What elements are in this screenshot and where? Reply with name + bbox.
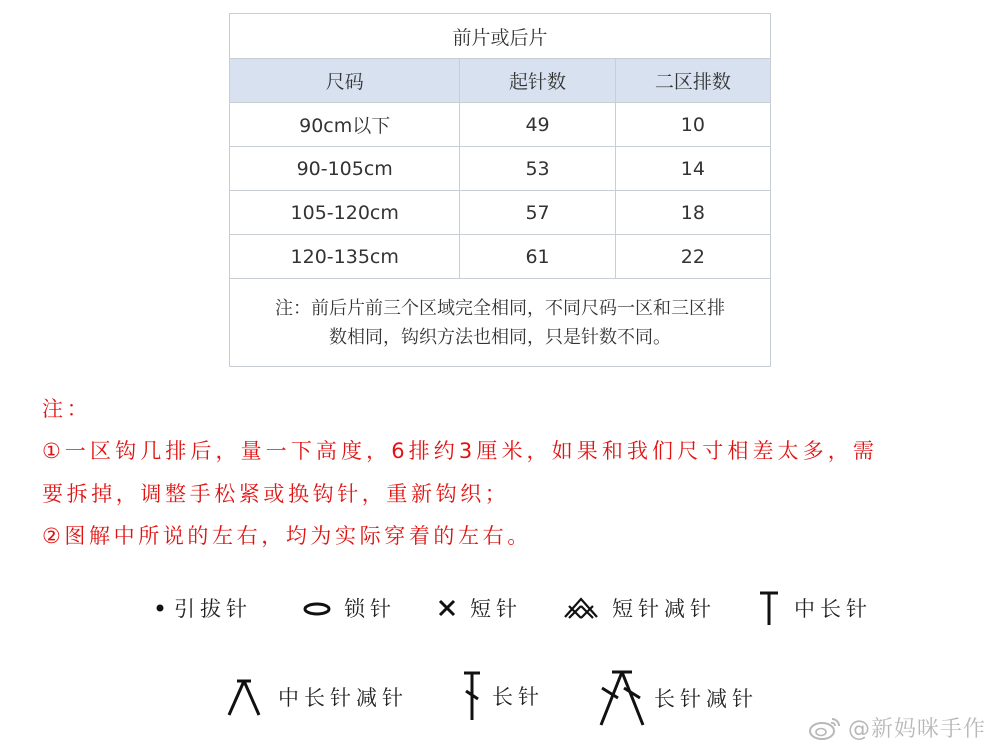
legend-label: 长针 xyxy=(492,685,544,709)
slip-stitch-icon xyxy=(150,594,174,622)
note-item1-line1: ①一区钩几排后，量一下高度，6排约3厘米，如果和我们尺寸相差太多，需 xyxy=(42,439,878,463)
weibo-icon xyxy=(808,715,842,741)
legend-slip-stitch xyxy=(150,593,252,623)
size-table xyxy=(229,13,771,367)
legend-sc-decrease xyxy=(562,593,716,623)
legend-dc-decrease xyxy=(596,668,758,728)
table-row xyxy=(230,235,771,279)
table-header-row xyxy=(230,59,771,103)
cell-zone2-rows: 22 xyxy=(615,235,770,279)
single-crochet-icon xyxy=(436,594,470,622)
legend-label: 中长针减针 xyxy=(278,686,408,710)
table-note-line1: 注：前后片前三个区域完全相同，不同尺码一区和三区排 xyxy=(275,297,725,319)
legend-label: 锁针 xyxy=(344,597,396,621)
legend-label: 短针 xyxy=(470,597,522,621)
legend-label: 引拔针 xyxy=(174,597,252,621)
chain-icon xyxy=(300,594,344,622)
half-double-icon xyxy=(756,589,794,627)
legend-label: 长针减针 xyxy=(654,687,758,711)
legend-double-crochet xyxy=(458,668,544,724)
legend-single-crochet xyxy=(436,593,522,623)
legend-chain xyxy=(300,593,396,623)
header-zone2-rows: 二区排数 xyxy=(615,59,770,103)
cell-zone2-rows: 18 xyxy=(615,191,770,235)
legend-hdc-decrease xyxy=(226,676,408,718)
dc-decrease-icon xyxy=(596,668,654,728)
cell-size: 90cm以下 xyxy=(230,103,460,147)
note-item1-line2: 要拆掉，调整手松紧或换钩针，重新钩织； xyxy=(42,482,510,506)
legend-half-double xyxy=(756,589,872,627)
watermark-text: @新妈咪手作 xyxy=(847,717,986,742)
header-size: 尺码 xyxy=(230,59,460,103)
double-crochet-icon xyxy=(458,668,492,724)
cell-zone2-rows: 14 xyxy=(615,147,770,191)
legend-label: 短针减针 xyxy=(612,597,716,621)
table-row xyxy=(230,191,771,235)
table-row xyxy=(230,103,771,147)
hdc-decrease-icon xyxy=(226,676,278,718)
header-cast-on: 起针数 xyxy=(460,59,615,103)
cell-cast-on: 49 xyxy=(460,103,615,147)
legend-label: 中长针 xyxy=(794,597,872,621)
table-row xyxy=(230,147,771,191)
table-title: 前片或后片 xyxy=(230,14,771,59)
watermark xyxy=(808,712,986,743)
note-item2: ②图解中所说的左右，均为实际穿着的左右。 xyxy=(42,524,532,548)
cell-size: 120-135cm xyxy=(230,235,460,279)
table-note xyxy=(230,279,771,367)
cell-cast-on: 61 xyxy=(460,235,615,279)
cell-cast-on: 57 xyxy=(460,191,615,235)
table-note-line2: 数相同，钩织方法也相同，只是针数不同。 xyxy=(329,326,671,348)
cell-size: 105-120cm xyxy=(230,191,460,235)
cell-zone2-rows: 10 xyxy=(615,103,770,147)
sc-decrease-icon xyxy=(562,593,612,623)
cell-cast-on: 53 xyxy=(460,147,615,191)
cell-size: 90-105cm xyxy=(230,147,460,191)
notes-heading: 注： xyxy=(42,397,92,421)
